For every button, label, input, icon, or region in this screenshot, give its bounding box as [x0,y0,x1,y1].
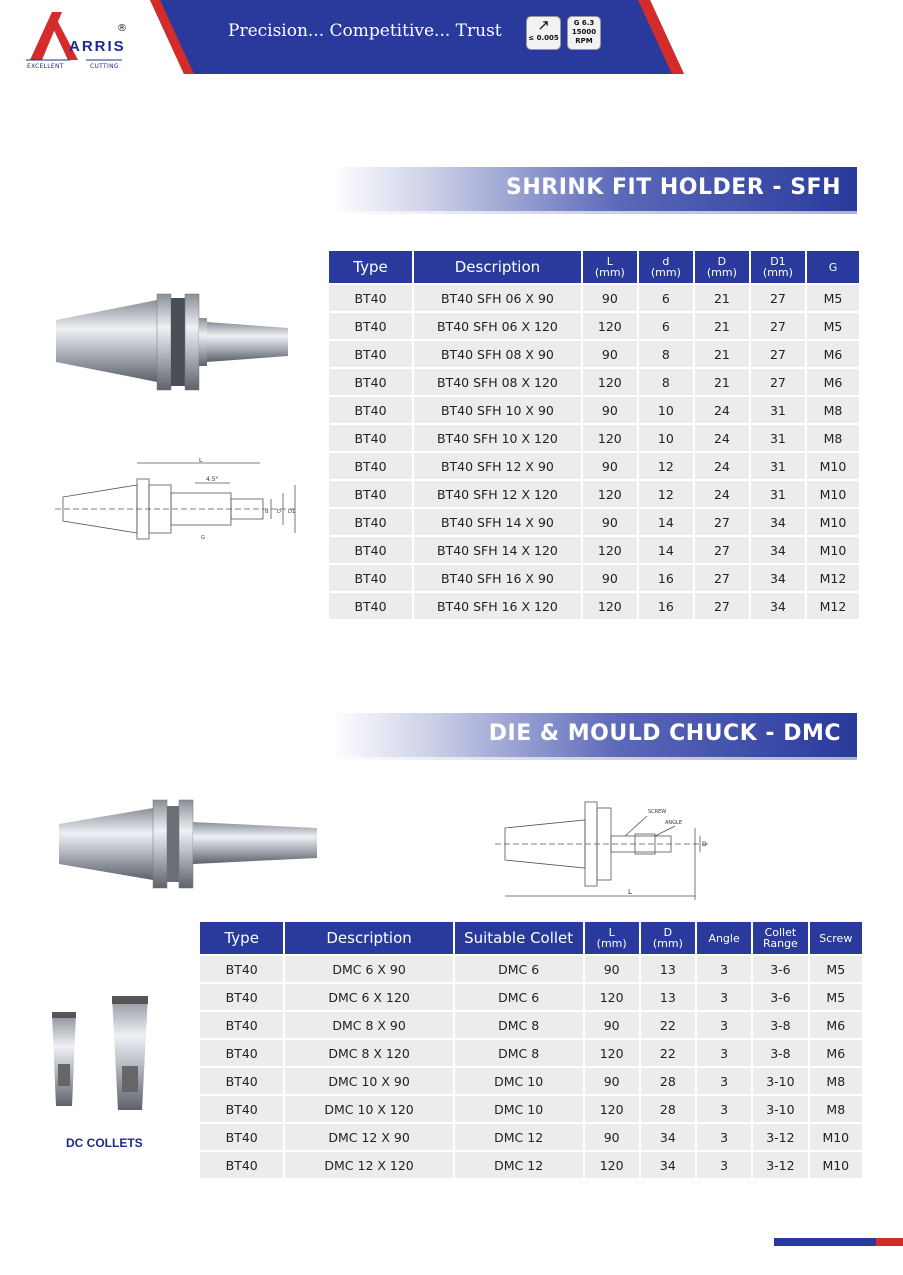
table-cell: 34 [751,565,805,591]
table-cell: BT40 SFH 16 X 90 [414,565,581,591]
table-cell: M10 [807,537,859,563]
table-cell: 21 [695,313,749,339]
table-cell: BT40 SFH 06 X 120 [414,313,581,339]
sfh-col-header [807,251,859,283]
table-row [329,481,859,507]
logo-sub-right: CUTTING [90,63,119,70]
table-cell: 3-6 [753,956,807,982]
table-cell: M5 [807,285,859,311]
dmc-col-name: Type [224,928,259,947]
table-cell: 3-10 [753,1068,807,1094]
table-cell: 12 [639,453,693,479]
table-cell: DMC 6 X 90 [285,956,452,982]
table-row [329,565,859,591]
table-cell: 27 [751,369,805,395]
table-cell: 90 [585,1068,639,1094]
table-cell: BT40 SFH 10 X 120 [414,425,581,451]
table-cell: BT40 SFH 08 X 120 [414,369,581,395]
table-cell: M5 [807,313,859,339]
balance-badge [567,16,601,50]
table-cell: DMC 6 X 120 [285,984,452,1010]
table-cell: DMC 8 X 120 [285,1040,452,1066]
table-cell: 27 [751,285,805,311]
balance-rpm: 15000 [571,28,597,36]
table-cell: BT40 [200,1152,283,1178]
dmc-table [198,920,864,1180]
table-cell: 28 [641,1096,695,1122]
table-cell: 22 [641,1040,695,1066]
dmc-col-header [455,922,583,954]
table-cell: DMC 10 X 120 [285,1096,452,1122]
table-cell: DMC 10 [455,1096,583,1122]
table-cell: BT40 [329,313,412,339]
table-cell: BT40 SFH 12 X 120 [414,481,581,507]
table-cell: M10 [807,453,859,479]
table-cell: 3-12 [753,1124,807,1150]
sfh-col-header [414,251,581,283]
balance-unit: RPM [575,37,593,45]
sfh-col-name: Type [353,257,388,276]
table-cell: 3 [697,1040,751,1066]
table-cell: 31 [751,397,805,423]
table-cell: 27 [695,509,749,535]
table-cell: 34 [751,509,805,535]
table-row [329,425,859,451]
table-row [329,509,859,535]
table-cell: M10 [810,1152,862,1178]
table-row [200,1124,862,1150]
table-row [200,1040,862,1066]
table-cell: BT40 [200,1096,283,1122]
tagline: Precision... Competitive... Trust [228,21,502,41]
table-cell: M8 [810,1068,862,1094]
table-cell: M12 [807,565,859,591]
dmc-technical-drawing [495,798,717,906]
table-cell: DMC 12 [455,1124,583,1150]
table-row [329,397,859,423]
table-cell: 3-12 [753,1152,807,1178]
table-cell: 34 [641,1124,695,1150]
sfh-drawing-G-label: G [201,535,205,541]
table-cell: 13 [641,984,695,1010]
table-cell: BT40 [200,1012,283,1038]
table-cell: BT40 SFH 08 X 90 [414,341,581,367]
table-cell: M6 [810,1040,862,1066]
table-cell: 31 [751,453,805,479]
dmc-table-body [200,956,862,1178]
sfh-title: SHRINK FIT HOLDER - SFH [506,175,841,200]
table-cell: 90 [585,956,639,982]
runout-badge [526,16,561,50]
logo-brand-text: ARRIS [69,38,126,55]
table-row [329,313,859,339]
sfh-drawing-D-label: D [277,509,281,515]
table-cell: 120 [583,369,637,395]
table-cell: DMC 10 [455,1068,583,1094]
table-cell: 3-8 [753,1012,807,1038]
dmc-title: DIE & MOULD CHUCK - DMC [488,721,841,746]
dmc-drawing-screw-label: SCREW [648,809,667,815]
table-cell: DMC 12 [455,1152,583,1178]
table-cell: 27 [695,537,749,563]
table-cell: M12 [807,593,859,619]
table-row [329,369,859,395]
table-cell: 24 [695,397,749,423]
table-cell: 90 [583,565,637,591]
table-cell: BT40 [200,984,283,1010]
table-cell: 16 [639,593,693,619]
table-cell: 34 [641,1152,695,1178]
dmc-col-header [697,922,751,954]
table-cell: 31 [751,481,805,507]
footer-bar-red [876,1238,903,1246]
table-cell: 120 [585,1152,639,1178]
table-cell: 10 [639,397,693,423]
dc-collets-label: DC COLLETS [66,1136,143,1150]
dmc-col-name: Suitable Collet [464,928,574,947]
sfh-col-name: Description [454,257,541,276]
sfh-col-name: G [828,260,838,274]
table-cell: 3-8 [753,1040,807,1066]
table-cell: 3 [697,956,751,982]
table-cell: 90 [583,453,637,479]
dmc-col-header [810,922,862,954]
table-cell: M10 [810,1124,862,1150]
table-cell: BT40 SFH 14 X 90 [414,509,581,535]
table-cell: BT40 [200,1040,283,1066]
table-row [329,537,859,563]
table-cell: 3 [697,1124,751,1150]
table-cell: BT40 [329,285,412,311]
table-cell: BT40 [329,397,412,423]
dc-collets-photo [48,994,158,1116]
table-cell: DMC 12 X 120 [285,1152,452,1178]
table-cell: 3 [697,1152,751,1178]
dmc-drawing-angle-label: ANGLE [665,820,682,826]
table-cell: DMC 10 X 90 [285,1068,452,1094]
table-cell: 3-6 [753,984,807,1010]
table-cell: 120 [583,481,637,507]
table-cell: 120 [585,1040,639,1066]
table-row [200,1152,862,1178]
logo-sub-left: EXCELLENT [27,63,64,70]
table-row [200,1096,862,1122]
table-cell: BT40 [329,481,412,507]
sfh-col-unit: (mm) [706,266,737,279]
sfh-col-unit: (mm) [762,266,793,279]
table-cell: BT40 [329,537,412,563]
sfh-drawing-D1-label: D1 [288,509,296,515]
table-cell: BT40 SFH 10 X 90 [414,397,581,423]
table-row [329,341,859,367]
table-cell: 24 [695,481,749,507]
table-cell: 27 [751,341,805,367]
dmc-col-header [200,922,283,954]
table-cell: 90 [583,341,637,367]
sfh-col-header [695,251,749,283]
table-cell: DMC 6 [455,984,583,1010]
table-cell: 6 [639,313,693,339]
sfh-drawing-length-label: L [199,457,203,464]
sfh-col-unit: (mm) [650,266,681,279]
table-cell: 6 [639,285,693,311]
table-cell: 90 [583,397,637,423]
table-cell: BT40 [329,453,412,479]
table-cell: 22 [641,1012,695,1038]
dmc-section-header [332,713,857,757]
table-cell: 24 [695,453,749,479]
table-cell: BT40 [200,1068,283,1094]
table-cell: DMC 8 X 90 [285,1012,452,1038]
sfh-section-header [332,167,857,211]
table-cell: 90 [583,285,637,311]
table-cell: 13 [641,956,695,982]
table-cell: 8 [639,369,693,395]
footer-bar-blue [774,1238,876,1246]
table-cell: 21 [695,285,749,311]
table-cell: BT40 [200,956,283,982]
table-cell: M6 [807,341,859,367]
table-cell: M10 [807,481,859,507]
dmc-drawing-length-label: L [628,888,632,896]
table-cell: BT40 SFH 16 X 120 [414,593,581,619]
table-cell: 120 [583,593,637,619]
sfh-col-header [639,251,693,283]
sfh-col-name: L [606,255,613,268]
table-row [200,1068,862,1094]
table-cell: BT40 [329,593,412,619]
table-cell: 21 [695,341,749,367]
dmc-col-unit: (mm) [596,937,627,950]
table-cell: 34 [751,537,805,563]
table-cell: BT40 [200,1124,283,1150]
table-cell: M6 [810,1012,862,1038]
table-row [200,984,862,1010]
dmc-header-underline [332,757,857,760]
sfh-col-name: D1 [770,255,786,268]
table-row [200,956,862,982]
table-cell: BT40 [329,425,412,451]
runout-value: ≤ 0.005 [528,34,559,42]
dmc-holder-photo [55,798,320,890]
table-cell: 14 [639,537,693,563]
table-cell: M6 [807,369,859,395]
sfh-col-name: D [717,255,727,268]
table-row [329,593,859,619]
sfh-col-unit: (mm) [594,266,625,279]
sfh-col-header [583,251,637,283]
table-cell: 3 [697,984,751,1010]
runout-arrow-icon: ↗ [537,16,550,34]
sfh-header-row [329,251,859,283]
table-cell: 27 [695,565,749,591]
dmc-col-name: D [663,926,673,939]
dmc-col-unit: Range [762,937,798,950]
table-cell: BT40 SFH 12 X 90 [414,453,581,479]
table-cell: M10 [807,509,859,535]
table-cell: 31 [751,425,805,451]
sfh-drawing-d-label: d [265,509,269,515]
table-cell: BT40 [329,509,412,535]
dmc-col-header [585,922,639,954]
dmc-col-name: Description [326,928,412,947]
table-cell: 14 [639,509,693,535]
table-cell: BT40 SFH 06 X 90 [414,285,581,311]
table-cell: 12 [639,481,693,507]
dmc-col-name: Angle [708,931,740,945]
table-cell: 28 [641,1068,695,1094]
table-cell: 27 [751,313,805,339]
table-cell: BT40 [329,369,412,395]
dmc-col-name: Collet [764,926,797,939]
sfh-holder-photo [52,290,292,395]
table-cell: M8 [807,425,859,451]
table-row [329,453,859,479]
table-cell: 34 [751,593,805,619]
table-cell: 3 [697,1096,751,1122]
sfh-table [327,249,861,621]
dmc-col-header [753,922,807,954]
dmc-col-unit: (mm) [652,937,683,950]
sfh-table-body [329,285,859,619]
table-cell: 120 [585,984,639,1010]
table-cell: 8 [639,341,693,367]
table-row [200,1012,862,1038]
dmc-col-header [641,922,695,954]
dmc-drawing-D-label: D [702,841,707,848]
table-cell: 90 [583,509,637,535]
table-cell: 24 [695,425,749,451]
table-cell: DMC 8 [455,1040,583,1066]
sfh-col-name: d [662,255,670,268]
dmc-col-header [285,922,452,954]
sfh-header-underline [332,211,857,214]
sfh-technical-drawing [55,455,300,565]
sfh-drawing-angle-label: 4.5° [206,476,219,483]
dmc-col-name: Screw [819,931,853,945]
table-cell: 16 [639,565,693,591]
table-cell: 120 [585,1096,639,1122]
table-cell: 3 [697,1068,751,1094]
sfh-col-header [751,251,805,283]
table-cell: BT40 [329,565,412,591]
table-row [329,285,859,311]
table-cell: M8 [810,1096,862,1122]
table-cell: 120 [583,313,637,339]
table-cell: DMC 6 [455,956,583,982]
table-cell: 21 [695,369,749,395]
table-cell: 10 [639,425,693,451]
table-cell: BT40 [329,341,412,367]
balance-grade: G 6.3 [573,19,595,27]
table-cell: 27 [695,593,749,619]
dmc-col-name: L [608,926,615,939]
table-cell: M8 [807,397,859,423]
table-cell: BT40 SFH 14 X 120 [414,537,581,563]
table-cell: 3 [697,1012,751,1038]
table-cell: DMC 8 [455,1012,583,1038]
sfh-col-header [329,251,412,283]
registered-mark: ® [117,23,127,34]
table-cell: 90 [585,1124,639,1150]
dmc-header-row [200,922,862,954]
table-cell: 3-10 [753,1096,807,1122]
table-cell: M5 [810,984,862,1010]
table-cell: M5 [810,956,862,982]
table-cell: DMC 12 X 90 [285,1124,452,1150]
brand-logo [22,10,132,68]
table-cell: 90 [585,1012,639,1038]
table-cell: 120 [583,425,637,451]
table-cell: 120 [583,537,637,563]
